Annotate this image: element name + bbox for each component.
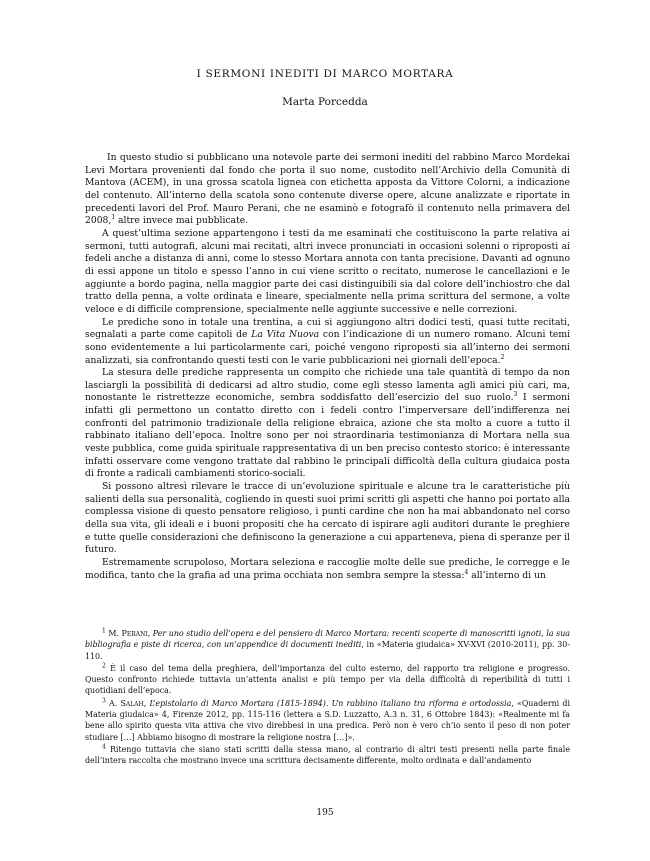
footnote-ref-2[interactable]: 2 [500, 353, 505, 361]
paragraph-4: La stesura delle prediche rappresenta un compito che richiede una tale quantità di tempo da non lasciargli la possibilità di dedicarsi ad altro studio, come egli stesso lamenta agli amici più cari, ma, nonostante le ristrettezze economiche, sembra soddisfatto dell’esercizio del suo ruolo.$^3$ I sermoni infatti gli permettono un contatto diretto con i fedeli contro l’imperversare dell’indifferenza nei confronti del patrimonio tradizionale della religione ebraica, azione che sta molto a cuore a tutto il rabbinato italiano dell’epoca. Inoltre sono per noi straordinaria testimonianza di Mortara nella sua veste pubblica, come guida spirituale rappresentativa di un ben preciso contesto storico: è interessante infatti osservare come vengono trattate dal rabbino le principali difficoltà della cultura giudaica posta di fronte a radicali cambiamenti storico-sociali. [85, 367, 570, 480]
paragraph-3: Le prediche sono in totale una trentina, a cui si aggiungono altri dodici testi, quasi tutte recitati, segnalati a parte come capitoli de La Vita Nuova con l’indicazione di un numero romano. Alcuni temi sono evidentemente a lui particolarmente cari, poiché vengono riproposti sia all’interno dei sermoni analizzati, sia confrontando questi testi con le varie pubblicazioni nei giornali dell’epoca.$^2$ [85, 316, 571, 366]
paragraph-5: Si possono altresì rilevare le tracce di un’evoluzione spirituale e alcune tra le caratteristiche più salienti della sua personalità, cogliendo in questi suoi primi scritti gli aspetti che hanno poi portato alla complessa visione di questo pensatore religioso, i punti cardine che non ha mai abbandonato nel corso della sua vita, gli ideali e i buoni propositi che ha cercato di ispirare agli auditori durante le preghiere e tutte quelle considerazioni che definiscono la generazione a cui apparteneva, piena di speranze per il futuro. [85, 481, 570, 556]
footnote-3: $^3$ A. Salah, L’epistolario di Marco Mortara (1815-1894). Un rabbino italiano tra riforma e ortodossia, «Quaderni di Materia giudaica» 4, Firenze 2012, pp. 115-116 (lettera a S.D. Luzzatto, A.3 n. 31, 6 Ottobre 1843): «Realmente mi fa bene allo spirito questa vita attiva che vivo direbbesi in una predica. Però non è vero ch’io sento il peso di non poter studiare […] Abbiamo bisogno di mostrare la religione nostra […]». [85, 697, 570, 742]
footnote-1: $^1$ M. Perani, Per uno studio dell’opera e del pensiero di Marco Mortara: recenti scoperte di manoscritti ignoti, la sua bibliografia e piste di ricerca, con un’appendice di documenti inediti, in «Materia giudaica» XV-XVI (2010-2011), pp. 30-110. [85, 627, 570, 661]
work-title: La Vita Nuova [251, 329, 320, 341]
footnotes [85, 628, 570, 768]
paragraph-6: Estremamente scrupoloso, Mortara seleziona e raccoglie molte delle sue prediche, le corregge e le modifica, tanto che la grafia ad una prima occhiata non sembra sempre la stessa:$^4$ all’interno di un [85, 557, 570, 581]
article-title: I SERMONI INEDITI DI MARCO MORTARA [196, 68, 454, 80]
paragraph-2: A quest’ultima sezione appartengono i testi da me esaminati che costituiscono la parte relativa ai sermoni, tutti autografi, alcuni mai recitati, altri invece pronunciati in occasioni solenni o riproposti ai fedeli anche a distanza di anni, come lo stesso Mortara annota con tanta precisione. Davanti ad ognuno di essi appone un titolo e spesso l’anno in cui viene scritto o recitato, numerose le cancellazioni e le aggiunte a bordo pagina, nella maggior parte dei casi distinguibili sia dal colore dell’inchiostro che dal tratto della penna, a volte ordinata e lineare, specialmente nella prima scrittura del sermone, a volte veloce e di difficile comprensione, specialmente nelle aggiunte successive e nelle correzioni. [85, 227, 570, 315]
author-name: Marta Porcedda [282, 96, 368, 108]
footnote-2: $^2$ È il caso del tema della preghiera, dell’importanza del culto esterno, del rapporto tra religione e progresso. Questo confronto richiede tuttavia un’attenta analisi e più tempo per via della difficoltà di reperibilità di tutti i quotidiani dell’epoca. [85, 662, 570, 696]
footnote-ref-1[interactable]: 1 [111, 214, 116, 222]
footnote-4: $^4$ Ritengo tuttavia che siano stati scritti dalla stessa mano, al contrario di altri testi presenti nella parte finale dell’intera raccolta che mostrano invece una scrittura decisamente differente, molto ordinata e dall’andamento [85, 743, 570, 766]
article-body [85, 152, 570, 582]
footnote-ref-4[interactable]: 4 [464, 568, 469, 576]
page-number: 195 [316, 808, 334, 818]
footnote-ref-3[interactable]: 3 [513, 391, 518, 399]
paragraph-1: In questo studio si pubblicano una notevole parte dei sermoni inediti del rabbino Marco Mordekai Levi Mortara provenienti dal fondo che porta il suo nome, custodito nell’Archivio della Comunità di Mantova (ACEM), in una grossa scatola lignea con etichetta apposta da Vittore Colorni, a indicazione del contenuto. All’interno della scatola sono contenute diverse opere, alcune analizzate e riportate in precedenti lavori del Prof. Mauro Perani, che ne esaminò e fotografò il contenuto nella primavera del 2008,$^1$ altre invece mai pubblicate. [85, 152, 570, 227]
